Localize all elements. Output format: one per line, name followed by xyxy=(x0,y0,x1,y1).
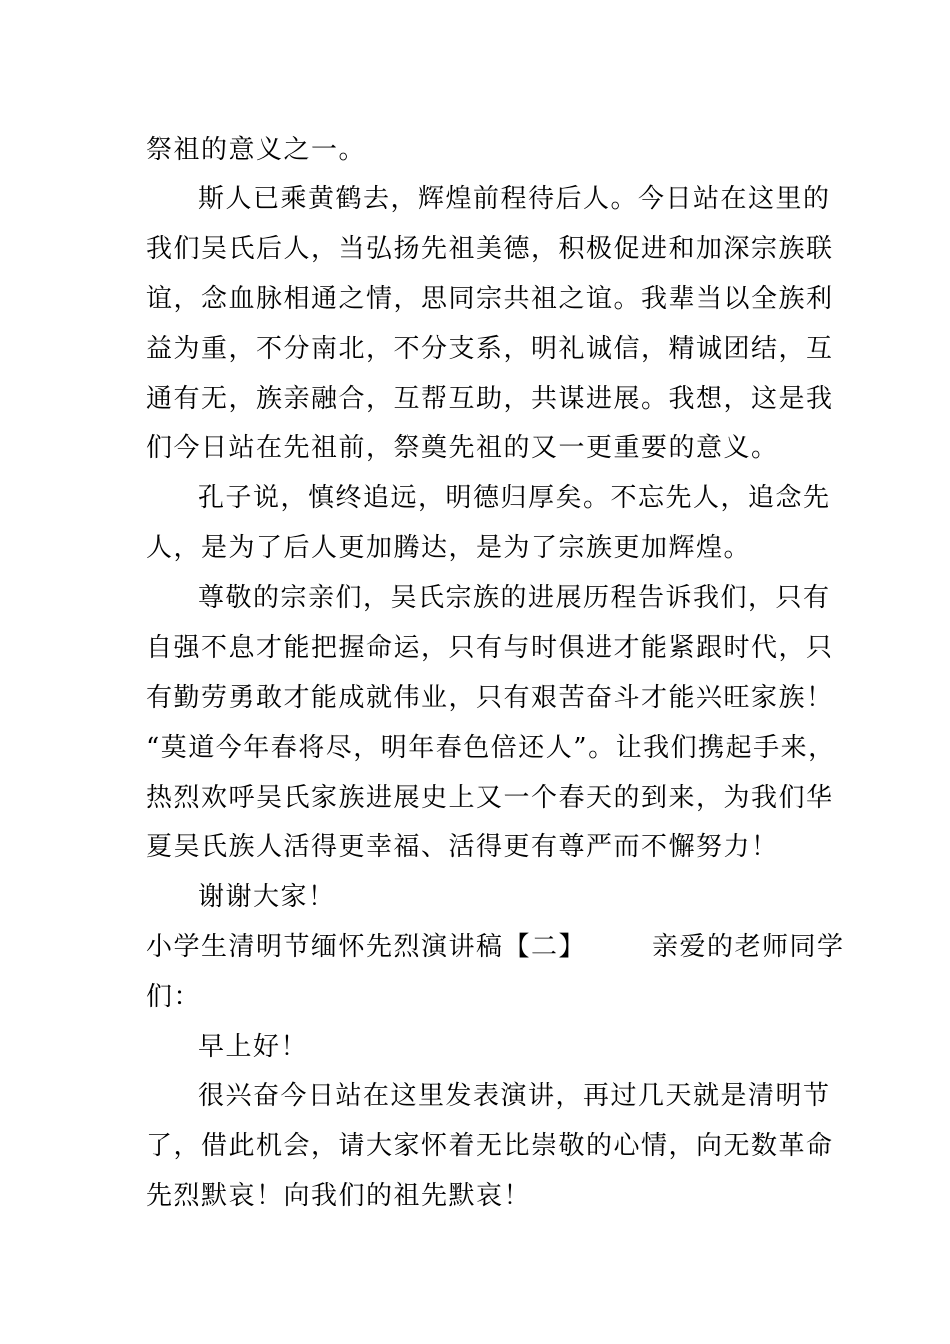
section-heading: 小学生清明节缅怀先烈演讲稿【二】 xyxy=(146,932,587,962)
text-line: 祭祖的意义之一。 xyxy=(146,135,367,165)
salutation: 亲爱的老师同学 xyxy=(652,932,845,962)
text-line: 人，是为了后人更加腾达，是为了宗族更加辉煌。 xyxy=(146,533,752,563)
text-line: “莫道今年春将尽，明年春色倍还人”。让我们携起手来， xyxy=(146,733,836,763)
paragraph-start-line: 尊敬的宗亲们，吴氏宗族的进展历程告诉我们，只有 xyxy=(198,583,831,613)
greeting-line: 早上好！ xyxy=(198,1032,309,1062)
text-line: 们： xyxy=(146,982,202,1012)
section-heading-line xyxy=(146,929,845,965)
text-line: 有勤劳勇敢才能成就伟业，只有艰苦奋斗才能兴旺家族！ xyxy=(146,683,834,713)
text-line: 自强不息才能把握命运，只有与时俱进才能紧跟时代，只 xyxy=(146,633,834,663)
text-line: 谊，念血脉相通之情，思同宗共祖之谊。我辈当以全族利 xyxy=(146,284,834,314)
text-line: 益为重，不分南北，不分支系，明礼诚信，精诚团结，互 xyxy=(146,334,834,364)
text-line: 们今日站在先祖前，祭奠先祖的又一更重要的意义。 xyxy=(146,433,779,463)
paragraph-start-line: 谢谢大家！ xyxy=(198,882,336,912)
text-line: 通有无，族亲融合，互帮互助，共谋进展。我想，这是我 xyxy=(146,384,834,414)
text-line: 热烈欢呼吴氏家族进展史上又一个春天的到来，为我们华 xyxy=(146,783,834,813)
text-line: 了，借此机会，请大家怀着无比崇敬的心情，向无数革命 xyxy=(146,1131,834,1161)
text-line: 我们吴氏后人，当弘扬先祖美德，积极促进和加深宗族联 xyxy=(146,234,834,264)
paragraph-start-line: 斯人已乘黄鹤去，辉煌前程待后人。今日站在这里的 xyxy=(198,184,831,214)
text-line: 先烈默哀！向我们的祖先默哀！ xyxy=(146,1181,532,1211)
text-line: 夏吴氏族人活得更幸福、活得更有尊严而不懈努力！ xyxy=(146,832,779,862)
paragraph-start-line: 孔子说，慎终追远，明德归厚矣。不忘先人，追念先 xyxy=(198,483,831,513)
paragraph-start-line: 很兴奋今日站在这里发表演讲，再过几天就是清明节 xyxy=(198,1081,831,1111)
